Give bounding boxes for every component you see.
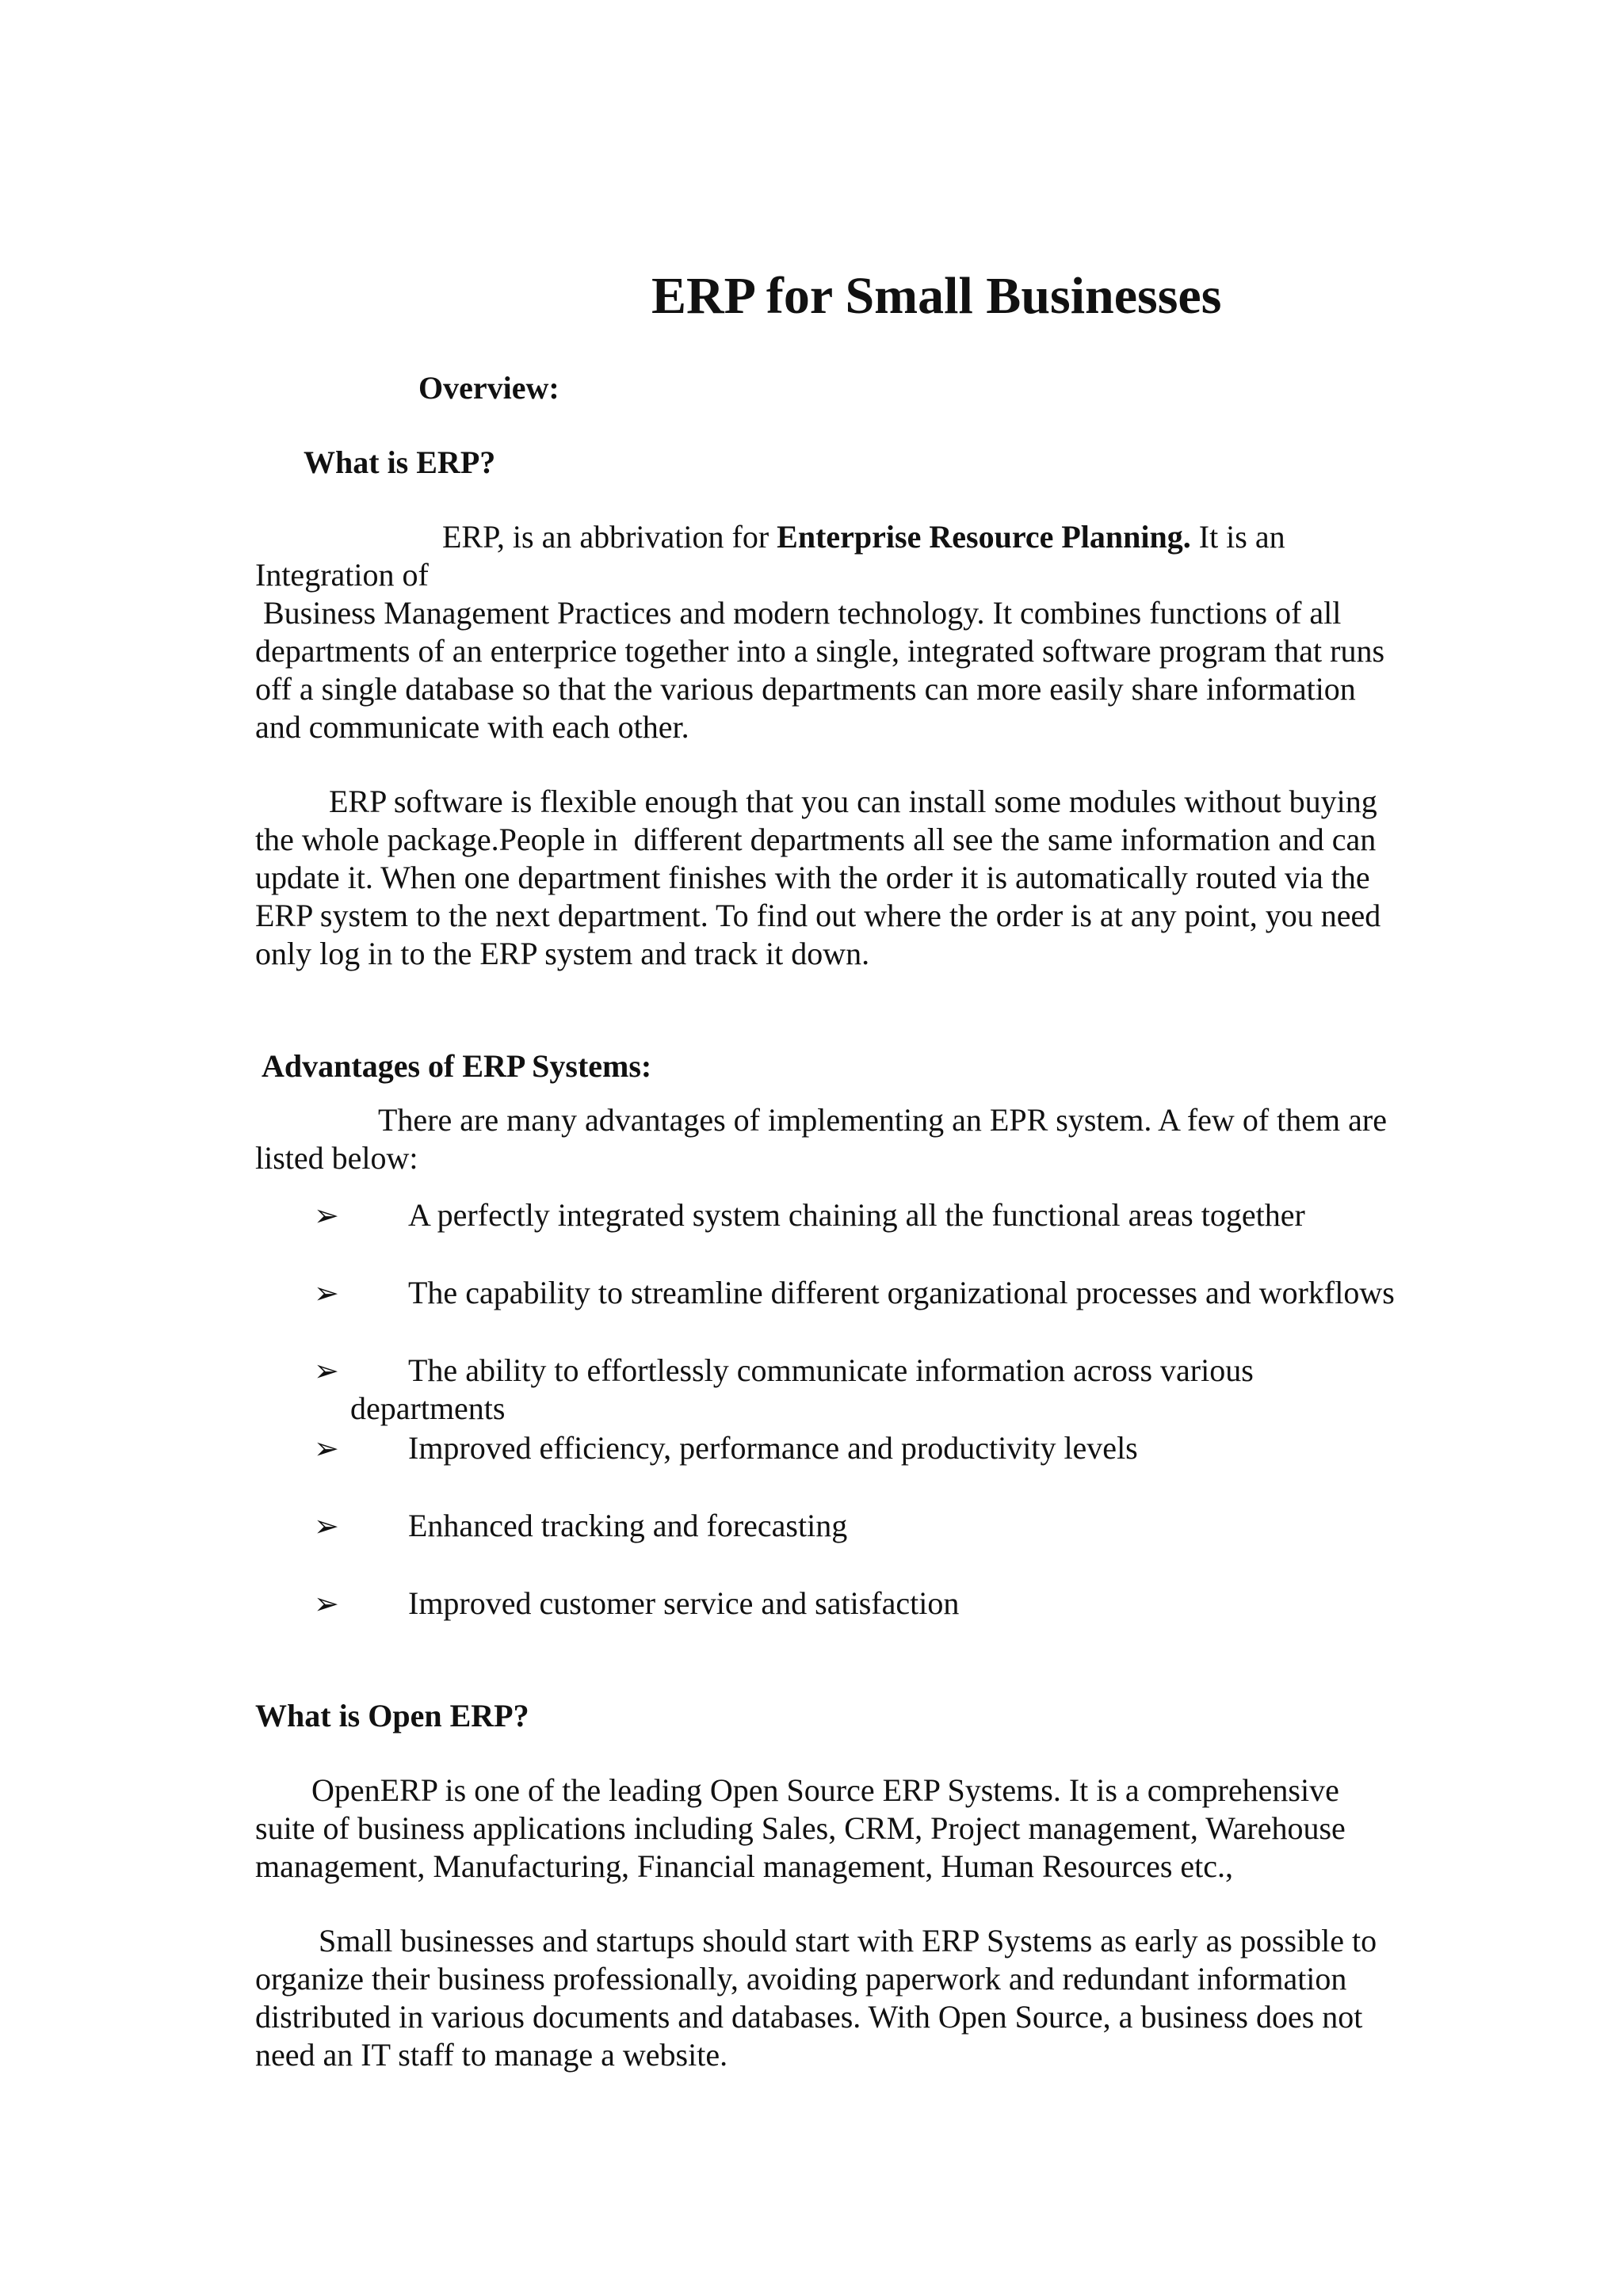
advantages-intro-line: listed below: bbox=[255, 1140, 418, 1176]
intro-line-6: and communicate with each other. bbox=[255, 709, 689, 745]
list-item: Enhanced tracking and forecasting bbox=[408, 1508, 848, 1543]
intro-line-2: Integration of bbox=[255, 557, 429, 593]
intro-line-5: off a single database so that the various departments can more easily share information bbox=[255, 671, 1356, 707]
document-title: ERP for Small Businesses bbox=[651, 267, 1222, 325]
intro-line-4: departments of an enterprice together into a single, integrated software program that runs bbox=[255, 633, 1385, 669]
intro-line-1 bbox=[255, 518, 1384, 556]
list-item-continuation: departments bbox=[350, 1390, 506, 1426]
arrow-bullet-icon: ➢ bbox=[314, 1586, 339, 1621]
advantages-heading: Advantages of ERP Systems: bbox=[262, 1048, 652, 1084]
open-erp-line: OpenERP is one of the leading Open Source ERP Systems. It is a comprehensive bbox=[311, 1772, 1339, 1808]
arrow-bullet-icon: ➢ bbox=[314, 1431, 339, 1466]
intro-text: It is an bbox=[1190, 519, 1285, 555]
para2-line: update it. When one department finishes with the order it is automatically routed via the bbox=[255, 860, 1370, 895]
advantages-intro-line: There are many advantages of implementing an EPR system. A few of them are bbox=[378, 1102, 1387, 1138]
overview-heading: Overview: bbox=[418, 370, 559, 406]
arrow-bullet-icon: ➢ bbox=[314, 1508, 339, 1543]
closing-line: Small businesses and startups should start with ERP Systems as early as possible to bbox=[319, 1923, 1377, 1958]
list-item: Improved efficiency, performance and productivity levels bbox=[408, 1430, 1138, 1466]
intro-paragraph bbox=[255, 518, 1384, 746]
arrow-bullet-icon: ➢ bbox=[314, 1276, 339, 1310]
intro-text: ERP, is an abbrivation for bbox=[442, 519, 777, 555]
open-erp-line: management, Manufacturing, Financial management, Human Resources etc., bbox=[255, 1848, 1234, 1884]
closing-line: distributed in various documents and databases. With Open Source, a business does not bbox=[255, 1999, 1363, 2035]
open-erp-paragraph bbox=[255, 1772, 1346, 1886]
arrow-bullet-icon: ➢ bbox=[314, 1198, 339, 1233]
intro-bold-term: Enterprise Resource Planning. bbox=[777, 519, 1191, 555]
advantages-intro bbox=[255, 1101, 1387, 1177]
para2-line: only log in to the ERP system and track it down. bbox=[255, 936, 870, 971]
what-is-erp-heading: What is ERP? bbox=[304, 444, 496, 480]
list-item: Improved customer service and satisfaction bbox=[408, 1585, 960, 1621]
erp-software-paragraph bbox=[255, 783, 1381, 973]
intro-line-3: Business Management Practices and modern technology. It combines functions of all bbox=[255, 595, 1342, 631]
closing-paragraph bbox=[255, 1922, 1377, 2074]
list-item: A perfectly integrated system chaining all the functional areas together bbox=[408, 1197, 1305, 1233]
arrow-bullet-icon: ➢ bbox=[314, 1353, 339, 1388]
para2-line: ERP system to the next department. To find out where the order is at any point, you need bbox=[255, 898, 1381, 933]
closing-line: organize their business professionally, avoiding paperwork and redundant information bbox=[255, 1961, 1347, 1997]
closing-line: need an IT staff to manage a website. bbox=[255, 2037, 728, 2073]
para2-line: the whole package.People in different departments all see the same information and can bbox=[255, 822, 1377, 857]
para2-line: ERP software is flexible enough that you can install some modules without buying bbox=[329, 784, 1377, 819]
list-item: The ability to effortlessly communicate information across various bbox=[408, 1352, 1254, 1388]
open-erp-line: suite of business applications including Sales, CRM, Project management, Warehouse bbox=[255, 1810, 1346, 1846]
open-erp-heading: What is Open ERP? bbox=[255, 1698, 529, 1733]
list-item: The capability to streamline different organizational processes and workflows bbox=[408, 1275, 1395, 1310]
